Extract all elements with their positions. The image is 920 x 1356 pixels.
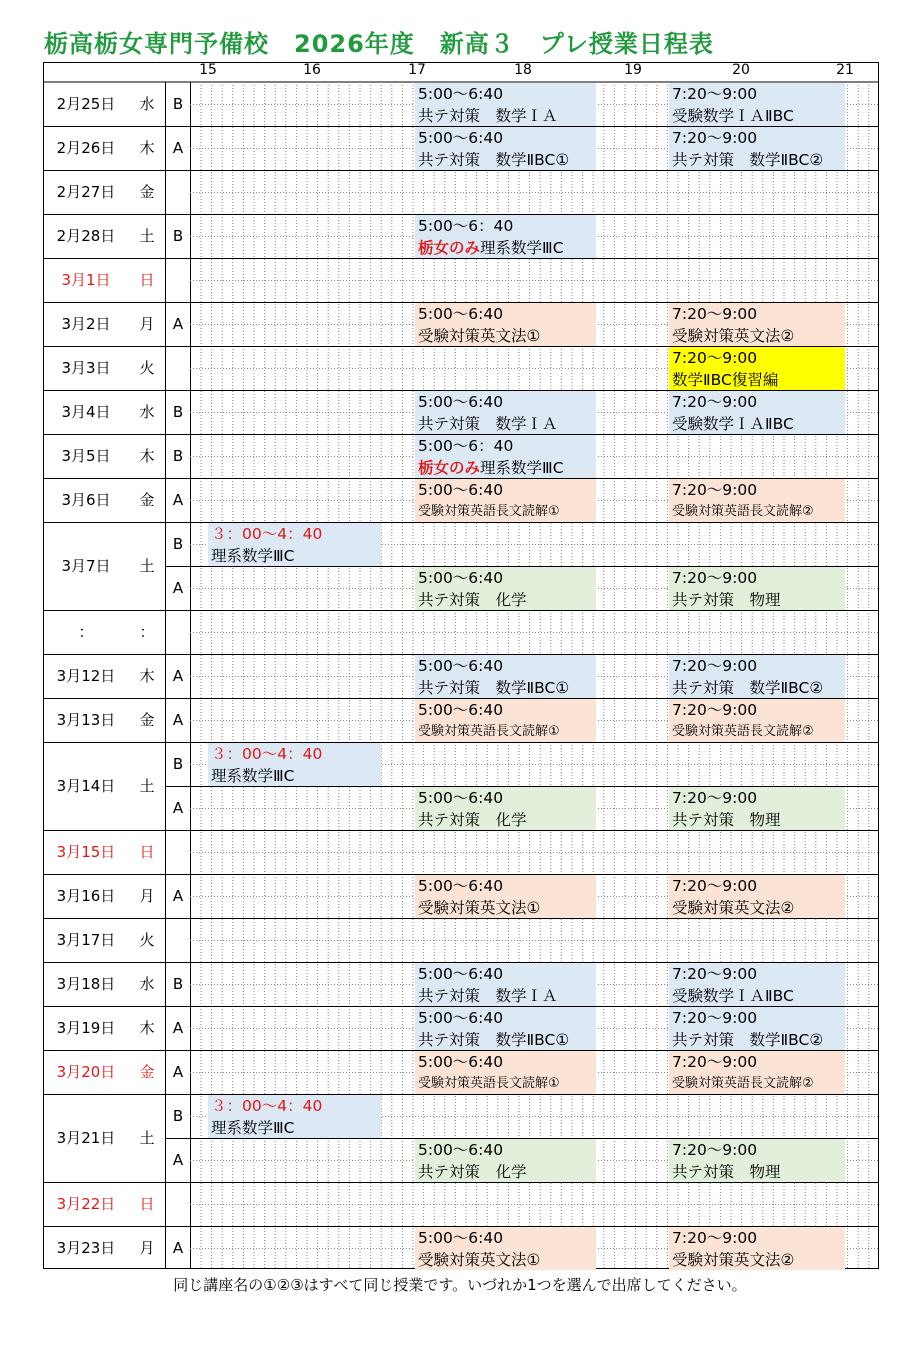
class-slot: [669, 479, 845, 522]
class-slot: [669, 567, 845, 610]
class-time: 5:00～6:40: [418, 1053, 504, 1071]
class-time: 5:00～6:40: [418, 701, 504, 719]
class-slot: [669, 127, 845, 170]
class-time: 7:20～9:00: [672, 657, 758, 675]
weekday-label: 日: [139, 271, 155, 289]
hour-label: 18: [514, 62, 532, 78]
footnote: 同じ講座名の①②③はすべて同じ授業です。いづれか1つを選んで出席してください。: [173, 1276, 747, 1294]
weekday-label: 木: [139, 1019, 155, 1037]
date-label: 2月28日: [56, 227, 116, 245]
group-label: A: [172, 1019, 184, 1037]
class-name: 受験対策英文法①: [418, 327, 541, 345]
group-label: [166, 170, 190, 214]
class-time: 5:00～6:40: [418, 393, 504, 411]
class-time: 7:20～9:00: [672, 1229, 758, 1247]
weekday-label: 金: [139, 491, 155, 509]
class-slot: [669, 303, 845, 346]
class-slot: [669, 655, 845, 698]
date-label: 3月13日: [56, 711, 116, 729]
class-name: 共テ対策 数学ⅡBC②: [672, 679, 824, 697]
weekday-label: 火: [139, 359, 155, 377]
class-name: 理系数学ⅢC: [211, 1119, 295, 1137]
class-slot: [415, 1227, 596, 1270]
class-time: 7:20～9:00: [672, 393, 758, 411]
hour-label: 16: [303, 62, 321, 78]
hour-label: 21: [836, 62, 854, 78]
class-name: 受験数学ＩＡⅡBC: [672, 415, 794, 433]
date-label: 3月18日: [56, 975, 116, 993]
weekday-label: 金: [139, 711, 155, 729]
hour-label: 17: [408, 62, 426, 78]
class-time: ３：00～4：40: [211, 1097, 323, 1115]
class-name: 共テ対策 数学ＩＡ: [418, 415, 558, 433]
date-label: 3月14日: [56, 777, 116, 795]
class-time: 5:00～6:40: [418, 1141, 504, 1159]
class-time: 7:20～9:00: [672, 965, 758, 983]
class-time: 5:00～6:40: [418, 965, 504, 983]
date-label: 3月6日: [61, 491, 111, 509]
class-time: 7:20～9:00: [672, 701, 758, 719]
date-label: 3月7日: [61, 557, 111, 575]
group-label: [166, 830, 190, 874]
highlight-label: 栃女のみ: [418, 459, 481, 477]
class-time: 7:20～9:00: [672, 1009, 758, 1027]
weekday-label: 木: [139, 667, 155, 685]
class-slot: [415, 1139, 596, 1182]
class-slot: [669, 963, 845, 1006]
class-time: 5:00～6:40: [418, 657, 504, 675]
class-slot: [208, 1095, 381, 1138]
class-name: 受験対策英文法①: [418, 899, 541, 917]
group-label: [166, 610, 190, 654]
class-name: 共テ対策 数学ＩＡ: [418, 987, 558, 1005]
class-time: 5:00～6:40: [418, 1009, 504, 1027]
class-name: [418, 457, 596, 478]
class-name: 共テ対策 数学ⅡBC②: [672, 151, 824, 169]
class-time: 7:20～9:00: [672, 1141, 758, 1159]
group-label: [166, 258, 190, 302]
class-slot: [415, 1051, 596, 1094]
class-name: 共テ対策 化学: [418, 1163, 527, 1181]
group-label: A: [172, 1239, 184, 1257]
group-label: A: [172, 1151, 184, 1169]
date-label: 3月1日: [61, 271, 111, 289]
class-name: 受験対策英語長文読解②: [672, 724, 814, 739]
class-slot: [415, 963, 596, 1006]
class-name: 受験対策英文法②: [672, 899, 795, 917]
group-label: A: [172, 667, 184, 685]
weekday-label: 土: [139, 557, 155, 575]
date-label: 2月26日: [56, 139, 116, 157]
hour-label: 19: [624, 62, 642, 78]
class-time: 5:00～6:40: [418, 1229, 504, 1247]
class-slot: [415, 479, 596, 522]
class-time: 5:00～6:40: [418, 789, 504, 807]
class-name: 受験対策英文法②: [672, 327, 795, 345]
class-slot: [415, 875, 596, 918]
class-time: 5:00～6:40: [418, 481, 504, 499]
class-slot: [669, 875, 845, 918]
group-label: [166, 918, 190, 962]
group-label: B: [172, 227, 184, 245]
class-time: 7:20～9:00: [672, 569, 758, 587]
class-time: ３：00～4：40: [211, 745, 323, 763]
group-label: B: [172, 975, 184, 993]
group-label: B: [172, 1107, 184, 1125]
class-slot: [208, 743, 381, 786]
group-label: A: [172, 579, 184, 597]
class-name: 受験対策英語長文読解①: [418, 1076, 560, 1091]
class-name: 共テ対策 数学ⅡBC①: [418, 679, 570, 697]
class-name: 共テ対策 物理: [672, 591, 781, 609]
class-name: 受験数学ＩＡⅡBC: [672, 107, 794, 125]
class-name-text: 理系数学ⅢC: [480, 459, 564, 477]
class-slot: [415, 787, 596, 830]
class-name: 共テ対策 化学: [418, 811, 527, 829]
class-name: 受験対策英語長文読解②: [672, 504, 814, 519]
class-time: 7:20～9:00: [672, 349, 758, 367]
class-slot: [415, 655, 596, 698]
class-slot: [415, 83, 596, 126]
class-name: 受験対策英語長文読解②: [672, 1076, 814, 1091]
date-label: 3月2日: [61, 315, 111, 333]
group-label: [166, 1182, 190, 1226]
weekday-label: 木: [139, 139, 155, 157]
page-title: 栃高栃女専門予備校 2026年度 新高３ プレ授業日程表: [44, 30, 714, 58]
class-slot: [415, 215, 596, 258]
class-time: 5:00～6:40: [418, 569, 504, 587]
class-name: 受験対策英語長文読解①: [418, 504, 560, 519]
class-time: 5:00～6:40: [418, 85, 504, 103]
class-name: 共テ対策 数学ⅡBC①: [418, 151, 570, 169]
weekday-label: 金: [139, 183, 155, 201]
date-label: 3月15日: [56, 843, 116, 861]
group-label: A: [172, 491, 184, 509]
date-label: 3月20日: [56, 1063, 116, 1081]
weekday-label: 日: [139, 843, 155, 861]
class-time: ３：00～4：40: [211, 525, 323, 543]
class-time: 7:20～9:00: [672, 305, 758, 323]
class-name: 受験対策英文法②: [672, 1251, 795, 1269]
class-name: 共テ対策 数学ＩＡ: [418, 107, 558, 125]
class-name: 受験数学ＩＡⅡBC: [672, 987, 794, 1005]
class-time: 5:00～6:40: [418, 129, 504, 147]
class-slot: [669, 391, 845, 434]
hour-label: 15: [199, 62, 217, 78]
group-label: A: [172, 799, 184, 817]
weekday-label: 土: [139, 777, 155, 795]
class-slot: [415, 699, 596, 742]
weekday-label: 木: [139, 447, 155, 465]
group-label: B: [172, 95, 184, 113]
weekday-label: 火: [139, 931, 155, 949]
class-name: [418, 237, 596, 258]
class-slot: [415, 567, 596, 610]
class-slot: [415, 127, 596, 170]
class-name-text: 理系数学ⅢC: [480, 239, 564, 257]
weekday-label: 月: [139, 1239, 155, 1257]
class-time: 5:00～6:40: [418, 877, 504, 895]
class-time: 5:00～6:40: [418, 305, 504, 323]
class-name: 受験対策英文法①: [418, 1251, 541, 1269]
class-slot: [669, 1227, 845, 1270]
class-name: 数学ⅡBC復習編: [672, 371, 779, 389]
date-label: 3月23日: [56, 1239, 116, 1257]
class-name: 共テ対策 数学ⅡBC①: [418, 1031, 570, 1049]
weekday-label: 月: [139, 887, 155, 905]
group-label: [166, 346, 190, 390]
group-label: B: [172, 403, 184, 421]
class-slot: [669, 1139, 845, 1182]
group-label: A: [172, 315, 184, 333]
class-slot: [415, 435, 596, 478]
class-name: 共テ対策 物理: [672, 1163, 781, 1181]
weekday-label: 土: [139, 227, 155, 245]
weekday-label: 月: [139, 315, 155, 333]
class-name: 理系数学ⅢC: [211, 547, 295, 565]
class-slot: [669, 1007, 845, 1050]
group-label: B: [172, 535, 184, 553]
weekday-label: ：: [139, 623, 155, 641]
date-label: 3月16日: [56, 887, 116, 905]
class-time: 7:20～9:00: [672, 1053, 758, 1071]
date-label: 3月17日: [56, 931, 116, 949]
date-label: 3月4日: [61, 403, 111, 421]
class-slot: [669, 699, 845, 742]
date-label: 2月27日: [56, 183, 116, 201]
date-label: 2月25日: [56, 95, 116, 113]
class-slot: [208, 523, 381, 566]
class-name: 共テ対策 物理: [672, 811, 781, 829]
class-name: 理系数学ⅢC: [211, 767, 295, 785]
class-slot: [669, 787, 845, 830]
class-time: 7:20～9:00: [672, 481, 758, 499]
weekday-label: 土: [139, 1129, 155, 1147]
class-slot: [415, 391, 596, 434]
class-name: 受験対策英語長文読解①: [418, 724, 560, 739]
group-label: A: [172, 711, 184, 729]
date-label: 3月12日: [56, 667, 116, 685]
class-time: 5:00～6：40: [418, 217, 514, 235]
date-label: 3月19日: [56, 1019, 116, 1037]
date-label: 3月3日: [61, 359, 111, 377]
group-label: A: [172, 139, 184, 157]
weekday-label: 水: [139, 975, 155, 993]
group-label: B: [172, 447, 184, 465]
date-label: ：: [78, 623, 94, 641]
weekday-label: 水: [139, 95, 155, 113]
class-time: 5:00～6：40: [418, 437, 514, 455]
date-label: 3月22日: [56, 1195, 116, 1213]
class-name: 共テ対策 化学: [418, 591, 527, 609]
class-time: 7:20～9:00: [672, 789, 758, 807]
class-slot: [669, 1051, 845, 1094]
class-slot: [415, 303, 596, 346]
class-time: 7:20～9:00: [672, 129, 758, 147]
class-slot: [415, 1007, 596, 1050]
class-slot: [669, 83, 845, 126]
highlight-label: 栃女のみ: [418, 239, 481, 257]
hour-label: 20: [732, 62, 750, 78]
class-time: 7:20～9:00: [672, 85, 758, 103]
class-name: 共テ対策 数学ⅡBC②: [672, 1031, 824, 1049]
date-label: 3月5日: [61, 447, 111, 465]
class-slot: [669, 347, 845, 390]
weekday-label: 日: [139, 1195, 155, 1213]
group-label: A: [172, 887, 184, 905]
class-time: 7:20～9:00: [672, 877, 758, 895]
weekday-label: 水: [139, 403, 155, 421]
group-label: A: [172, 1063, 184, 1081]
weekday-label: 金: [139, 1063, 155, 1081]
date-label: 3月21日: [56, 1129, 116, 1147]
group-label: B: [172, 755, 184, 773]
